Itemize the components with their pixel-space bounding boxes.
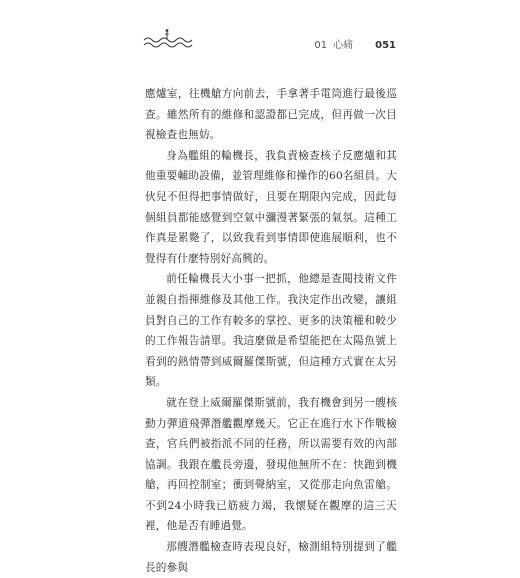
paragraph: 就在登上威爾羅傑斯號前，我有機會到另一艘核動力彈道飛彈潛艦觀摩幾天。它正在進行水下作戰檢查，官兵們被指派不同的任務，所以需要有效的內部協調。我跟在艦長旁邊，發現他無所不在：快跑到機艙，再回控制室；衝到聲納室，又從那走向魚雷艙。不到24小時我已筋疲力竭，我懷疑在觀摩的這三天裡，他是否有睡過覺。 (145, 396, 397, 533)
body-text (145, 84, 397, 578)
paragraph: 身為艦組的輪機長，我負責檢查核子反應爐和其他重要輔助設備，並管理維修和操作的60名組員。大伙兒不但得把事情做好，且要在期限內完成，因此每個組員都能感覺到空氣中瀰漫著緊張的氣氛。這種工作真是累斃了，以致我看到事情即使進展順利，也不覺得有什麼特別好高興的。 (145, 149, 397, 265)
chapter-title: 心痛 (333, 40, 354, 51)
paragraph: 應爐室，往機艙方向前去，手拿著手電筒進行最後巡查。雖然所有的維修和認證都已完成，但再做一次目視檢查也無妨。 (145, 88, 397, 142)
chapter-number: 01 (314, 40, 328, 51)
page-number: 051 (375, 40, 396, 51)
running-header (314, 36, 396, 51)
waves-with-figure-icon (143, 28, 193, 50)
paragraph: 前任輪機長大小事一把抓，他總是查閱技術文件並親自指揮維修及其他工作。我決定作出改變，讓組員對自己的工作有較多的掌控、更多的決策權和較少的工作報告請單。我這麼做是希望能把在太陽魚號上看到的熱情帶到威爾羅傑斯號，但這種方式實在太另類。 (145, 273, 397, 389)
paragraph: 那艘潛艦檢查時表現良好，檢測組特別提到了艦長的參與 (145, 541, 397, 574)
